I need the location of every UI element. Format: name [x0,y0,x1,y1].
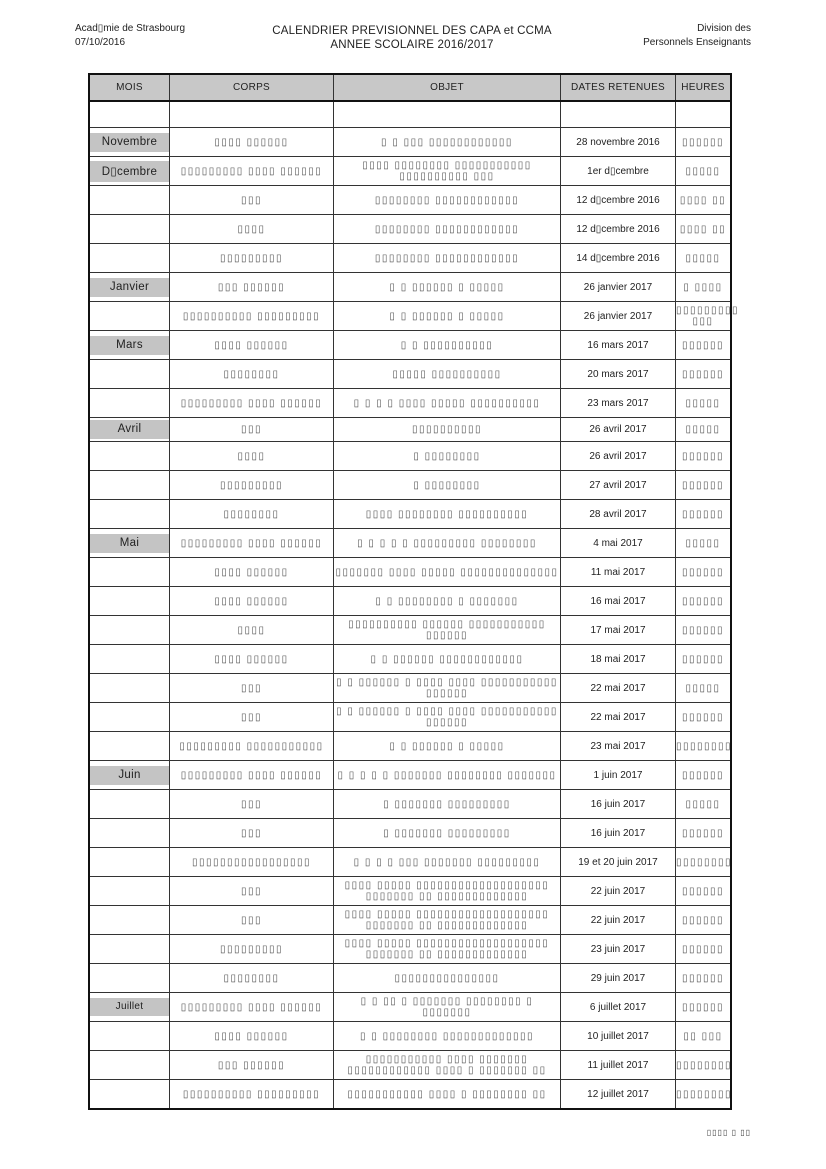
cell-heures: ▯▯▯▯▯▯ [676,500,732,529]
cell-mois [89,1022,170,1051]
cell-corps: ▯▯▯ [170,186,334,215]
cell-objet: ▯▯▯▯▯▯▯▯▯▯▯ ▯▯▯▯ ▯ ▯▯▯▯▯▯▯▯ ▯▯ [334,1080,561,1110]
table-row [89,442,731,471]
cell-heures: ▯▯▯▯▯▯ [676,471,732,500]
cell-corps: ▯▯▯▯ ▯▯▯▯▯▯ [170,331,334,360]
cell-objet: ▯▯▯▯▯▯▯▯ ▯▯▯▯▯▯▯▯▯▯▯▯ [334,186,561,215]
academy-name: Acad▯mie de Strasbourg [75,23,186,34]
cell-corps: ▯▯▯▯▯▯▯▯▯ ▯▯▯▯ ▯▯▯▯▯▯ [170,993,334,1022]
table-row [89,529,731,558]
cell-corps: ▯▯▯▯▯▯▯▯▯▯▯▯▯▯▯▯▯ [170,848,334,877]
column-header-heures: HEURES [676,74,732,101]
month-label: Avril [90,420,169,439]
cell-heures: ▯▯▯▯▯▯▯▯ [676,848,732,877]
month-label: Mars [90,336,169,355]
cell-corps: ▯▯▯ [170,819,334,848]
cell-corps: ▯▯▯ [170,790,334,819]
table-row [89,244,731,273]
cell-date: 27 avril 2017 [561,471,676,500]
cell-heures: ▯▯▯▯▯▯ [676,360,732,389]
table-row [89,993,731,1022]
cell-heures: ▯▯▯▯▯▯▯▯ [676,1080,732,1110]
cell-corps: ▯▯▯▯▯▯▯▯ [170,500,334,529]
cell-heures: ▯▯▯▯▯▯ [676,877,732,906]
table-row [89,500,731,529]
cell-mois [89,157,170,186]
document-title [212,24,612,52]
cell-mois [89,906,170,935]
cell-objet: ▯ ▯ ▯▯▯▯▯▯▯▯ ▯ ▯▯▯▯▯▯▯ [334,587,561,616]
cell-corps: ▯▯▯ ▯▯▯▯▯▯ [170,273,334,302]
table-row [89,732,731,761]
cell-date: 22 mai 2017 [561,703,676,732]
cell-date: 12 d▯cembre 2016 [561,186,676,215]
cell-heures: ▯▯▯▯▯▯▯▯ [676,732,732,761]
month-label: Juin [90,766,169,785]
cell-corps: ▯▯▯▯▯▯▯▯▯ ▯▯▯▯ ▯▯▯▯▯▯ [170,761,334,790]
column-header-objet: OBJET [334,74,561,101]
cell-date: 26 janvier 2017 [561,302,676,331]
cell-heures: ▯▯▯▯▯▯ [676,906,732,935]
cell-objet: ▯▯▯▯▯▯▯▯▯▯ ▯▯▯▯▯▯ ▯▯▯▯▯▯▯▯▯▯▯ ▯▯▯▯▯▯ [334,616,561,645]
cell-mois [89,819,170,848]
header-left [75,22,185,50]
cell-mois [89,101,170,128]
cell-corps: ▯▯▯ [170,418,334,442]
table-row [89,128,731,157]
table-row [89,790,731,819]
cell-corps: ▯▯▯▯ ▯▯▯▯▯▯ [170,645,334,674]
cell-date: 22 mai 2017 [561,674,676,703]
cell-heures: ▯▯▯▯▯▯ [676,964,732,993]
cell-corps: ▯▯▯ [170,877,334,906]
cell-mois [89,674,170,703]
cell-mois [89,848,170,877]
table-header-row [89,74,731,101]
cell-mois [89,529,170,558]
cell-heures: ▯▯▯▯▯▯▯▯ [676,1051,732,1080]
cell-heures: ▯▯▯▯▯▯ [676,703,732,732]
cell-corps: ▯▯▯ [170,674,334,703]
cell-mois [89,500,170,529]
cell-mois [89,645,170,674]
table-row [89,819,731,848]
cell-objet: ▯ ▯ ▯▯▯▯▯▯ ▯ ▯▯▯▯ ▯▯▯▯ ▯▯▯▯▯▯▯▯▯▯▯ ▯▯▯▯▯▯ [334,703,561,732]
cell-corps: ▯▯▯▯▯▯▯▯▯ [170,471,334,500]
cell-mois [89,389,170,418]
table-row [89,848,731,877]
cell-mois [89,1051,170,1080]
cell-corps: ▯▯▯ [170,906,334,935]
cell-mois [89,616,170,645]
table-row [89,273,731,302]
cell-corps: ▯▯▯▯▯▯▯▯▯ ▯▯▯▯▯▯▯▯▯▯▯ [170,732,334,761]
cell-date: 26 avril 2017 [561,442,676,471]
cell-corps: ▯▯▯▯▯▯▯▯▯ [170,935,334,964]
cell-objet: ▯ ▯ ▯▯▯▯▯▯ ▯ ▯▯▯▯▯ [334,273,561,302]
cell-mois [89,471,170,500]
cell-heures: ▯▯▯▯▯▯ [676,587,732,616]
table-row [89,1051,731,1080]
cell-corps: ▯▯▯▯▯▯▯▯▯▯ ▯▯▯▯▯▯▯▯▯ [170,1080,334,1110]
cell-date: 16 mai 2017 [561,587,676,616]
cell-date: 28 novembre 2016 [561,128,676,157]
cell-corps: ▯▯▯▯▯▯▯▯▯▯ ▯▯▯▯▯▯▯▯▯ [170,302,334,331]
cell-date: 22 juin 2017 [561,877,676,906]
column-header-mois: MOIS [89,74,170,101]
calendar-table [88,73,740,1110]
cell-objet: ▯ ▯▯▯▯▯▯▯ ▯▯▯▯▯▯▯▯▯ [334,790,561,819]
cell-date: 12 juillet 2017 [561,1080,676,1110]
cell-mois [89,302,170,331]
cell-heures [676,101,732,128]
page-footer: ▯▯▯▯ ▯ ▯▯ [706,1128,751,1137]
cell-objet: ▯ ▯ ▯ ▯ ▯ ▯▯▯▯▯▯▯▯▯ ▯▯▯▯▯▯▯▯ [334,529,561,558]
cell-heures: ▯▯▯▯▯▯ [676,616,732,645]
cell-objet: ▯▯▯▯▯▯▯▯▯▯ [334,418,561,442]
table-row [89,703,731,732]
cell-heures: ▯▯▯▯▯ [676,244,732,273]
table-row [89,101,731,128]
cell-heures: ▯▯▯▯▯ [676,674,732,703]
cell-objet: ▯ ▯ ▯▯▯▯▯▯ ▯ ▯▯▯▯ ▯▯▯▯ ▯▯▯▯▯▯▯▯▯▯▯ ▯▯▯▯▯▯ [334,674,561,703]
cell-heures: ▯▯▯▯▯▯ [676,645,732,674]
cell-objet: ▯ ▯▯▯▯▯▯▯▯ [334,442,561,471]
column-header-corps: CORPS [170,74,334,101]
table-row [89,1080,731,1110]
cell-heures: ▯ ▯▯▯▯ [676,273,732,302]
month-label: D▯cembre [90,161,169,182]
cell-date: 16 juin 2017 [561,819,676,848]
cell-date: 16 juin 2017 [561,790,676,819]
cell-date: 17 mai 2017 [561,616,676,645]
cell-heures: ▯▯▯▯▯▯ [676,442,732,471]
cell-mois [89,331,170,360]
cell-mois [89,128,170,157]
table-row [89,645,731,674]
cell-mois [89,273,170,302]
cell-objet: ▯▯▯▯▯▯▯▯ ▯▯▯▯▯▯▯▯▯▯▯▯ [334,244,561,273]
cell-objet: ▯ ▯ ▯▯▯▯▯▯▯▯▯▯ [334,331,561,360]
cell-corps: ▯▯▯▯ [170,616,334,645]
cell-date: 1er d▯cembre [561,157,676,186]
table-row [89,935,731,964]
cell-heures: ▯▯▯▯▯▯ [676,935,732,964]
cell-objet: ▯▯▯▯▯▯▯ ▯▯▯▯ ▯▯▯▯▯ ▯▯▯▯▯▯▯▯▯▯▯▯▯▯ [334,558,561,587]
cell-mois [89,244,170,273]
cell-heures: ▯▯▯▯▯ [676,529,732,558]
cell-date: 23 mai 2017 [561,732,676,761]
cell-date: 11 mai 2017 [561,558,676,587]
cell-mois [89,558,170,587]
division-line-2: Personnels Enseignants [643,37,751,48]
cell-mois [89,790,170,819]
table-row [89,186,731,215]
cell-date: 10 juillet 2017 [561,1022,676,1051]
title-line-2: ANNEE SCOLAIRE 2016/2017 [330,39,494,51]
table-row [89,616,731,645]
cell-date: 20 mars 2017 [561,360,676,389]
cell-heures: ▯▯▯▯▯▯ [676,128,732,157]
cell-mois [89,360,170,389]
cell-heures: ▯▯▯▯▯▯▯▯▯ ▯▯▯ [676,302,732,331]
cell-heures: ▯▯▯▯ ▯▯ [676,215,732,244]
table-row [89,157,731,186]
month-label: Juillet [90,998,169,1016]
cell-mois [89,442,170,471]
cell-objet: ▯ ▯ ▯▯▯▯▯▯ ▯▯▯▯▯▯▯▯▯▯▯▯ [334,645,561,674]
cell-date: 29 juin 2017 [561,964,676,993]
cell-mois [89,964,170,993]
cell-objet: ▯ ▯ ▯▯▯▯▯▯▯▯ ▯▯▯▯▯▯▯▯▯▯▯▯▯ [334,1022,561,1051]
cell-corps [170,101,334,128]
cell-date: 19 et 20 juin 2017 [561,848,676,877]
cell-objet: ▯▯▯▯ ▯▯▯▯▯▯▯▯ ▯▯▯▯▯▯▯▯▯▯▯ ▯▯▯▯▯▯▯▯▯▯ ▯▯▯ [334,157,561,186]
cell-objet: ▯▯▯▯▯▯▯▯▯▯▯ ▯▯▯▯ ▯▯▯▯▯▯▯ ▯▯▯▯▯▯▯▯▯▯▯▯ ▯▯▯▯ ▯ ▯▯▯▯▯▯▯ ▯▯ [334,1051,561,1080]
cell-objet: ▯ ▯▯▯▯▯▯▯ ▯▯▯▯▯▯▯▯▯ [334,819,561,848]
cell-date: 12 d▯cembre 2016 [561,215,676,244]
month-label: Novembre [90,133,169,152]
cell-date: 26 avril 2017 [561,418,676,442]
cell-objet: ▯ ▯ ▯ ▯ ▯▯▯ ▯▯▯▯▯▯▯ ▯▯▯▯▯▯▯▯▯ [334,848,561,877]
cell-date: 4 mai 2017 [561,529,676,558]
cell-heures: ▯▯▯▯▯▯ [676,993,732,1022]
cell-objet: ▯ ▯▯▯▯▯▯▯▯ [334,471,561,500]
cell-mois [89,703,170,732]
cell-heures: ▯▯▯▯▯ [676,389,732,418]
cell-corps: ▯▯▯ ▯▯▯▯▯▯ [170,1051,334,1080]
table-row [89,215,731,244]
cell-corps: ▯▯▯▯▯▯▯▯▯ ▯▯▯▯ ▯▯▯▯▯▯ [170,157,334,186]
cell-corps: ▯▯▯▯ [170,215,334,244]
cell-mois [89,877,170,906]
cell-mois [89,418,170,442]
cell-objet: ▯▯▯▯▯▯▯▯ ▯▯▯▯▯▯▯▯▯▯▯▯ [334,215,561,244]
cell-date: 26 janvier 2017 [561,273,676,302]
table-row [89,877,731,906]
cell-heures: ▯▯▯▯▯▯ [676,331,732,360]
cell-corps: ▯▯▯▯ ▯▯▯▯▯▯ [170,1022,334,1051]
cell-heures: ▯▯ ▯▯▯ [676,1022,732,1051]
table-row [89,906,731,935]
cell-date: 23 mars 2017 [561,389,676,418]
cell-date: 22 juin 2017 [561,906,676,935]
month-label: Janvier [90,278,169,297]
cell-objet: ▯ ▯ ▯▯▯▯▯▯ ▯ ▯▯▯▯▯ [334,302,561,331]
cell-corps: ▯▯▯▯▯▯▯▯ [170,360,334,389]
table-row [89,558,731,587]
cell-objet: ▯ ▯ ▯▯▯ ▯▯▯▯▯▯▯▯▯▯▯▯ [334,128,561,157]
cell-date: 28 avril 2017 [561,500,676,529]
cell-corps: ▯▯▯ [170,703,334,732]
cell-heures: ▯▯▯▯▯▯ [676,819,732,848]
cell-mois [89,587,170,616]
division-line-1: Division des [697,23,751,34]
cell-objet: ▯▯▯▯ ▯▯▯▯▯▯▯▯ ▯▯▯▯▯▯▯▯▯▯ [334,500,561,529]
header-right [643,22,751,50]
title-line-1: CALENDRIER PREVISIONNEL DES CAPA et CCMA [272,25,552,37]
table-row [89,587,731,616]
table-row [89,302,731,331]
cell-corps: ▯▯▯▯▯▯▯▯ [170,964,334,993]
table-row [89,389,731,418]
cell-heures: ▯▯▯▯▯ [676,418,732,442]
cell-mois [89,935,170,964]
table-row [89,331,731,360]
table-row [89,1022,731,1051]
table-row [89,418,731,442]
table-row [89,471,731,500]
cell-objet: ▯ ▯ ▯ ▯ ▯▯▯▯ ▯▯▯▯▯ ▯▯▯▯▯▯▯▯▯▯ [334,389,561,418]
cell-heures: ▯▯▯▯▯▯ [676,558,732,587]
cell-objet: ▯ ▯ ▯▯▯▯▯▯ ▯ ▯▯▯▯▯ [334,732,561,761]
cell-corps: ▯▯▯▯ ▯▯▯▯▯▯ [170,587,334,616]
cell-heures: ▯▯▯▯▯ [676,790,732,819]
cell-mois [89,1080,170,1110]
document-date: 07/10/2016 [75,37,126,48]
month-label: Mai [90,534,169,553]
cell-corps: ▯▯▯▯▯▯▯▯▯ ▯▯▯▯ ▯▯▯▯▯▯ [170,389,334,418]
cell-date: 1 juin 2017 [561,761,676,790]
cell-mois [89,993,170,1022]
cell-mois [89,215,170,244]
cell-mois [89,186,170,215]
table-body [89,101,740,1109]
table-row [89,674,731,703]
cell-date: 23 juin 2017 [561,935,676,964]
cell-mois [89,761,170,790]
cell-heures: ▯▯▯▯▯▯ [676,761,732,790]
cell-objet: ▯ ▯ ▯ ▯ ▯ ▯▯▯▯▯▯▯ ▯▯▯▯▯▯▯▯ ▯▯▯▯▯▯▯ [334,761,561,790]
cell-date: 6 juillet 2017 [561,993,676,1022]
cell-corps: ▯▯▯▯ ▯▯▯▯▯▯ [170,558,334,587]
cell-objet: ▯▯▯▯ ▯▯▯▯▯ ▯▯▯▯▯▯▯▯▯▯▯▯▯▯▯▯▯▯▯ ▯▯▯▯▯▯▯ ▯▯ ▯▯▯▯▯▯▯▯▯▯▯▯▯ [334,877,561,906]
cell-date [561,101,676,128]
cell-heures: ▯▯▯▯ ▯▯ [676,186,732,215]
cell-date: 14 d▯cembre 2016 [561,244,676,273]
cell-corps: ▯▯▯▯ ▯▯▯▯▯▯ [170,128,334,157]
column-header-dates: DATES RETENUES [561,74,676,101]
table-row [89,360,731,389]
cell-objet: ▯▯▯▯▯ ▯▯▯▯▯▯▯▯▯▯ [334,360,561,389]
cell-mois [89,732,170,761]
cell-objet: ▯ ▯ ▯▯ ▯ ▯▯▯▯▯▯▯ ▯▯▯▯▯▯▯▯ ▯ ▯▯▯▯▯▯▯ [334,993,561,1022]
cell-objet [334,101,561,128]
cell-objet: ▯▯▯▯ ▯▯▯▯▯ ▯▯▯▯▯▯▯▯▯▯▯▯▯▯▯▯▯▯▯ ▯▯▯▯▯▯▯ ▯▯ ▯▯▯▯▯▯▯▯▯▯▯▯▯ [334,935,561,964]
cell-corps: ▯▯▯▯ [170,442,334,471]
cell-corps: ▯▯▯▯▯▯▯▯▯ [170,244,334,273]
cell-date: 16 mars 2017 [561,331,676,360]
cell-date: 11 juillet 2017 [561,1051,676,1080]
table-row [89,964,731,993]
cell-date: 18 mai 2017 [561,645,676,674]
cell-objet: ▯▯▯▯ ▯▯▯▯▯ ▯▯▯▯▯▯▯▯▯▯▯▯▯▯▯▯▯▯▯ ▯▯▯▯▯▯▯ ▯▯ ▯▯▯▯▯▯▯▯▯▯▯▯▯ [334,906,561,935]
cell-corps: ▯▯▯▯▯▯▯▯▯ ▯▯▯▯ ▯▯▯▯▯▯ [170,529,334,558]
cell-objet: ▯▯▯▯▯▯▯▯▯▯▯▯▯▯▯ [334,964,561,993]
table-row [89,761,731,790]
cell-heures: ▯▯▯▯▯ [676,157,732,186]
